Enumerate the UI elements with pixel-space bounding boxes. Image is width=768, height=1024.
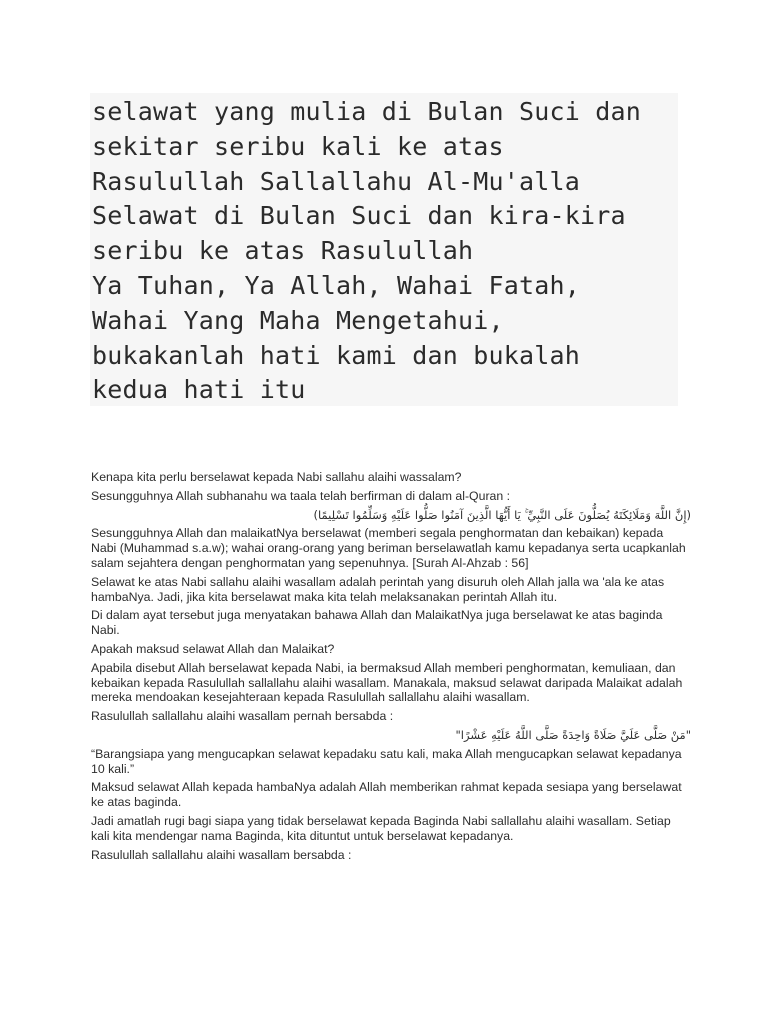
code-block xyxy=(90,93,678,406)
paragraph: Rasulullah sallallahu alaihi wasallam bersabda : xyxy=(91,847,352,862)
paragraph: Maksud selawat Allah kepada hambaNya adalah Allah memberikan rahmat kepada sesiapa yang berselawat ke atas baginda. xyxy=(91,780,682,810)
arabic-hadith: "مَنْ صَلَّى عَلَيَّ صَلَاةً وَاحِدَةً صَلَّى اللَّهُ عَلَيْهِ عَشْرًا" xyxy=(455,727,691,742)
code-line: seribu ke atas Rasulullah xyxy=(92,236,474,266)
paragraph: Apabila disebut Allah berselawat kepada Nabi, ia bermaksud Allah memberi penghormatan, kemuliaan, dan kebaikan kepada Rasulullah sallallahu alaihi wasallam. Manakala, maksud selawat daripada Malaikat adalah mereka mendoakan kesejahteraan kepada Rasulullah sallallahu alaihi wasallam. xyxy=(91,660,683,705)
hadith-translation: “Barangsiapa yang mengucapkan selawat kepadaku satu kali, maka Allah mengucapkan selawat kepadanya 10 kali.” xyxy=(91,746,682,776)
paragraph: Di dalam ayat tersebut juga menyatakan bahawa Allah dan MalaikatNya juga berselawat ke atas baginda Nabi. xyxy=(91,608,663,638)
article-body xyxy=(91,470,691,866)
paragraph: Sesungguhnya Allah dan malaikatNya berselawat (memberi segala penghormatan dan kebaikan) kepada Nabi (Muhammad s.a.w); wahai orang-orang yang beriman berselawatlah kamu kepadanya serta ucapkanlah salam sejahtera dengan penghormatan yang sepenuhnya. [Surah Al-Ahzab : 56] xyxy=(91,526,686,570)
question-heading: Kenapa kita perlu berselawat kepada Nabi sallahu alaihi wassalam? xyxy=(91,470,462,484)
code-line: sekitar seribu kali ke atas xyxy=(92,131,504,161)
code-line: kedua hati itu xyxy=(92,375,306,405)
question-heading: Apakah maksud selawat Allah dan Malaikat? xyxy=(91,641,335,656)
paragraph: Jadi amatlah rugi bagi siapa yang tidak berselawat kepada Baginda Nabi sallallahu alaihi wasallam. Setiap kali kita mendengar nama Baginda, kita dituntut untuk berselawat kepadanya. xyxy=(91,813,671,843)
paragraph: Sesungguhnya Allah subhanahu wa taala telah berfirman di dalam al-Quran : xyxy=(91,488,511,503)
arabic-verse: (إِنَّ اللَّهَ وَمَلَائِكَتَهُ يُصَلُّونَ عَلَى النَّبِيِّ ۚ يَا أَيُّهَا الَّذِينَ آمَنُوا صَلُّوا عَلَيْهِ وَسَلِّمُوا تَسْلِيمًا) xyxy=(313,507,691,522)
paragraph: Selawat ke atas Nabi sallahu alaihi wasallam adalah perintah yang disuruh oleh Allah jalla wa 'ala ke atas hambaNya. Jadi, jika kita berselawat maka kita telah melaksanakan perintah Allah itu. xyxy=(91,574,665,604)
code-line: bukakanlah hati kami dan bukalah xyxy=(92,340,581,370)
code-line: selawat yang mulia di Bulan Suci dan xyxy=(92,97,642,126)
paragraph: Rasulullah sallallahu alaihi wasallam pernah bersabda : xyxy=(91,709,394,724)
code-line: Wahai Yang Maha Mengetahui, xyxy=(92,305,504,335)
code-line: Selawat di Bulan Suci dan kira-kira xyxy=(92,201,626,231)
code-line: Ya Tuhan, Ya Allah, Wahai Fatah, xyxy=(92,270,581,300)
code-line: Rasulullah Sallallahu Al-Mu'alla xyxy=(92,166,581,196)
